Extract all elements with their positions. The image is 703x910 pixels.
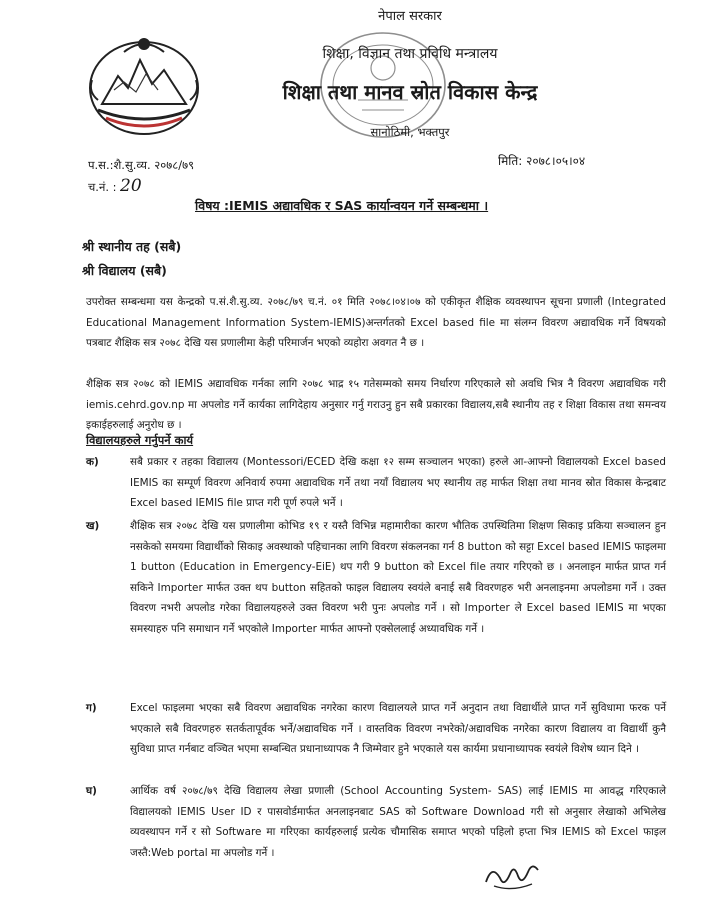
dispatch-label: च.नं. : [88, 180, 117, 194]
item-text: Excel फाइलमा भएका सबै विवरण अद्यावधिक नगरेका कारण विद्यालयले प्राप्त गर्ने अनुदान तथा विद्यार्थीले प्राप्त गर्ने सुविधामा फरक पर्ने भएकाले सबै विवरणहरु सतर्कतापूर्वक भर्ने/अद्यावधिक गर्ने । वास्तविक विवरण नभरेको/अद्यावधिक नगरेका कारण विद्यालय वा विद्यार्थी कुनै सुविधा प्राप्त गर्नबाट वञ्चित भएमा सम्बन्धित प्रधानाध्यापक नै जिम्मेवार हुने भएकाले यस कार्यमा प्रधानाध्यापक स्वयंले विशेष ध्यान दिने । [130, 702, 666, 755]
dispatch-number: 20 [120, 176, 142, 196]
letter-subject: विषय :IEMIS अद्यावधिक र SAS कार्यान्वयन गर्ने सम्बन्धमा । [195, 198, 489, 213]
item-marker: घ) [86, 785, 97, 797]
government-name: नेपाल सरकार [378, 9, 442, 24]
item-marker: ख) [86, 520, 100, 532]
item-text: सबै प्रकार र तहका विद्यालय (Montessori/ECED देखि कक्षा १२ सम्म सञ्चालन भएका) हरुले आ-आफ्नो विद्यालयको Excel based IEMIS का सम्पूर्ण विवरण अनिवार्य रुपमा अद्यावधिक गर्ने तथा नयाँ विद्यालय भए स्थानीय तह मार्फत शिक्षा तथा मानव स्रोत विकास केन्द्रबाट Excel based IEMIS file प्राप्त गरी पूर्ण रुपले भर्ने । [130, 456, 666, 509]
addressee-schools: श्री विद्यालय (सबै) [82, 263, 167, 278]
letter-date: मिति: २०७८।०५।०४ [498, 154, 586, 168]
list-item [86, 781, 666, 863]
nepal-emblem-icon [84, 30, 204, 138]
section-title: विद्यालयहरुले गर्नुपर्ने कार्य [86, 433, 194, 447]
item-marker: ग) [86, 702, 97, 714]
body-paragraph-2: शैक्षिक सत्र २०७८ को IEMIS अद्यावधिक गर्नका लागि २०७८ भाद्र १५ गतेसम्मको समय निर्धारण गरिएकाले सो अवधि भित्र नै विवरण अद्यावधिक गरी iemis.cehrd.gov.np मा अपलोड गर्ने कार्यका लागिदेहाय अनुसार गर्नु गराउनु हुन सबै प्रकारका विद्यालय,सबै स्थानीय तह र शिक्षा विकास तथा समन्वय इकाईहरुलाई अनुरोध छ । [86, 378, 666, 431]
office-location: सानोठिमी, भक्तपुर [370, 125, 450, 139]
office-name: शिक्षा तथा मानव स्रोत विकास केन्द्र [282, 80, 538, 104]
body-paragraph-1: उपरोक्त सम्बन्धमा यस केन्द्रको प.सं.शै.सु.व्य. २०७८/७९ च.नं. ०१ मिति २०७८।०४।०७ को एकीकृत शैक्षिक व्यवस्थापन सूचना प्रणाली (Integrated Educational Management Information System-IEMIS)अन्तर्गतको Excel based file मा संलग्न विवरण अद्यावधिक गर्ने विषयको पत्रबाट शैक्षिक सत्र २०७८ देखि यस प्रणालीमा केही परिमार्जन भएको व्यहोरा अवगत नै छ । [86, 296, 666, 349]
ministry-name: शिक्षा, विज्ञान तथा प्रविधि मन्त्रालय [322, 46, 498, 62]
list-item [86, 452, 666, 514]
addressee-local-levels: श्री स्थानीय तह (सबै) [82, 239, 182, 254]
item-text: आर्थिक वर्ष २०७८/७९ देखि विद्यालय लेखा प्रणाली (School Accounting System- SAS) लाई IEMIS मा आवद्ध गरिएकाले विद्यालयको IEMIS User ID र पासवोर्डमार्फत अनलाइनबाट SAS को Software Download गरी सो अनुसार लेखाको अभिलेख व्यवस्थापन गर्ने र सो Software मा गरिएका कार्यहरुलाई प्रत्येक चौमासिक समाप्त भएको पहिलो हप्ता भित्र IEMIS को Excel फाइल जस्तै:Web portal मा अपलोड गर्ने । [130, 785, 666, 859]
item-text: शैक्षिक सत्र २०७८ देखि यस प्रणालीमा कोभिड १९ र यस्तै विभिन्न महामारीका कारण भौतिक उपस्थितिमा शिक्षण सिकाइ प्रकिया सञ्चालन हुन नसकेको समयमा विद्यार्थीको सिकाइ अवस्थाको पहिचानका लागि विवरण संकलनका गर्न 8 button को सट्टा Excel based IEMIS फाइलमा 1 button (Education in Emergency-EiE) थप गरी 9 button को Excel file तयार गरिएको छ । अनलाइन मार्फत प्राप्त गर्न सकिने Importer मार्फत उक्त थप button सहितको फाइल विद्यालय स्वयंले बनाई सबै विवरणहरु भरी अनलाइनमा अपलोडमा गर्ने । उक्त विवरण नभरी अपलोड गरेका विद्यालयहरुले उक्त विवरण भरी पुनः अपलोड गर्ने । सो Importer ले Excel based IEMIS मा भएका समस्याहरु पनि समाधान गर्ने भएकोले Importer मार्फत आफ्नो एक्सेललाई अध्यावधिक गर्ने । [130, 520, 666, 635]
reference-number: प.स.:शै.सु.व्य. २०७८/७९ [88, 158, 195, 172]
signature-icon [482, 856, 544, 896]
list-item [86, 516, 666, 639]
list-item [86, 698, 666, 760]
item-marker: क) [86, 456, 99, 468]
